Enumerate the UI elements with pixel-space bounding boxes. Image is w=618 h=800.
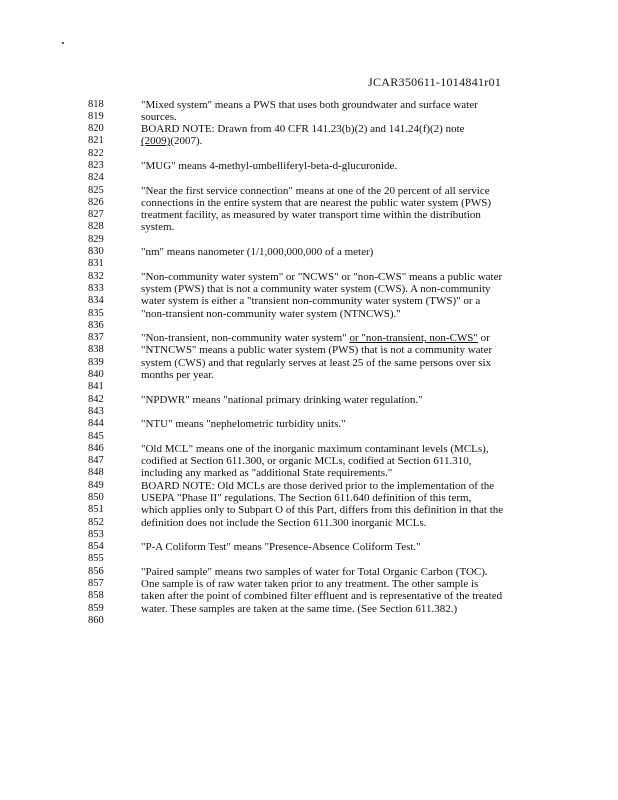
document-line bbox=[0, 111, 618, 123]
text-segment: treatment facility, as measured by water transport time within the distribution bbox=[141, 209, 481, 222]
document-line bbox=[0, 578, 618, 590]
line-text bbox=[141, 221, 551, 233]
text-segment: which applies only to Subpart O of this Part, differs from this definition in that the bbox=[141, 504, 504, 517]
line-number: 855 bbox=[88, 553, 104, 565]
line-text bbox=[141, 578, 551, 590]
text-segment: connections in the entire system that are nearest the public water system (PWS) bbox=[141, 196, 492, 209]
line-text bbox=[141, 99, 551, 111]
line-number: 844 bbox=[88, 418, 104, 430]
line-number: 838 bbox=[88, 344, 104, 356]
document-line bbox=[0, 467, 618, 479]
text-segment: sources. bbox=[141, 110, 177, 123]
line-number: 847 bbox=[88, 455, 104, 467]
document-line bbox=[0, 246, 618, 258]
document-body bbox=[0, 99, 618, 628]
line-number: 834 bbox=[88, 295, 104, 307]
document-line bbox=[0, 517, 618, 529]
line-number: 849 bbox=[88, 479, 104, 491]
line-text bbox=[141, 246, 551, 258]
line-number: 848 bbox=[88, 467, 104, 479]
line-text bbox=[141, 517, 551, 529]
document-line bbox=[0, 185, 618, 197]
document-line bbox=[0, 369, 618, 381]
line-number: 839 bbox=[88, 356, 104, 368]
text-segment: including any marked as "additional State requirements." bbox=[141, 467, 393, 480]
text-segment: BOARD NOTE: Drawn from 40 CFR 141.23(b)(2) and 141.24(f)(2) note bbox=[141, 123, 465, 136]
document-line bbox=[0, 99, 618, 111]
line-text bbox=[141, 590, 551, 602]
document-line bbox=[0, 271, 618, 283]
text-segment: "P-A Coliform Test" means "Presence-Absence Coliform Test." bbox=[141, 541, 421, 554]
document-line bbox=[0, 197, 618, 209]
line-number: 843 bbox=[88, 405, 104, 417]
underlined-inserted-text: (2009) bbox=[141, 135, 171, 148]
document-line bbox=[0, 480, 618, 492]
document-line bbox=[0, 529, 618, 541]
text-segment: (2007). bbox=[170, 135, 203, 148]
line-number: 858 bbox=[88, 590, 104, 602]
line-number: 851 bbox=[88, 504, 104, 516]
text-segment: or bbox=[477, 332, 490, 345]
line-number: 856 bbox=[88, 565, 104, 577]
line-number: 828 bbox=[88, 221, 104, 233]
document-line bbox=[0, 258, 618, 270]
text-segment: "Non-community water system" or "NCWS" or "non-CWS" means a public water bbox=[141, 270, 503, 283]
text-segment: system. bbox=[141, 221, 175, 234]
line-text bbox=[141, 308, 551, 320]
line-number: 820 bbox=[88, 123, 104, 135]
line-number: 840 bbox=[88, 369, 104, 381]
document-line bbox=[0, 566, 618, 578]
line-text bbox=[141, 209, 551, 221]
line-number: 827 bbox=[88, 209, 104, 221]
line-text bbox=[141, 504, 551, 516]
line-text bbox=[141, 344, 551, 356]
line-text bbox=[141, 357, 551, 369]
line-text bbox=[141, 197, 551, 209]
scan-speck bbox=[62, 42, 64, 44]
line-text bbox=[141, 332, 551, 344]
line-number: 824 bbox=[88, 172, 104, 184]
text-segment: taken after the point of combined filter effluent and is representative of the treated bbox=[141, 590, 503, 603]
document-line bbox=[0, 492, 618, 504]
text-segment: "MUG" means 4-methyl-umbelliferyl-beta-d-glucuronide. bbox=[141, 159, 398, 172]
line-number: 829 bbox=[88, 233, 104, 245]
line-number: 857 bbox=[88, 578, 104, 590]
document-line bbox=[0, 357, 618, 369]
line-number: 826 bbox=[88, 196, 104, 208]
line-text bbox=[141, 603, 551, 615]
document-line bbox=[0, 135, 618, 147]
line-number: 819 bbox=[88, 110, 104, 122]
line-number: 821 bbox=[88, 135, 104, 147]
text-segment: months per year. bbox=[141, 369, 215, 382]
underlined-inserted-text: or "non-transient, non-CWS" bbox=[349, 332, 478, 345]
line-number: 859 bbox=[88, 602, 104, 614]
line-number: 836 bbox=[88, 319, 104, 331]
document-line bbox=[0, 221, 618, 233]
line-number: 831 bbox=[88, 258, 104, 270]
line-number: 853 bbox=[88, 528, 104, 540]
text-segment: "NTU" means "nephelometric turbidity units." bbox=[141, 418, 346, 431]
line-number: 852 bbox=[88, 516, 104, 528]
document-line bbox=[0, 344, 618, 356]
text-segment: "Mixed system" means a PWS that uses both groundwater and surface water bbox=[141, 98, 478, 111]
document-line bbox=[0, 172, 618, 184]
line-number: 860 bbox=[88, 614, 104, 626]
line-number: 850 bbox=[88, 492, 104, 503]
text-segment: One sample is of raw water taken prior to any treatment. The other sample is bbox=[141, 578, 479, 591]
document-line bbox=[0, 553, 618, 565]
text-segment: water. These samples are taken at the same time. (See Section 611.382.) bbox=[141, 602, 458, 615]
text-segment: definition does not include the Section 611.300 inorganic MCLs. bbox=[141, 516, 427, 529]
line-text bbox=[141, 111, 551, 123]
text-segment: system (CWS) and that regularly serves at least 25 of the same persons over six bbox=[141, 356, 492, 369]
line-number: 818 bbox=[88, 98, 104, 110]
text-segment: BOARD NOTE: Old MCLs are those derived prior to the implementation of the bbox=[141, 479, 495, 492]
document-line bbox=[0, 209, 618, 221]
line-text bbox=[141, 467, 551, 479]
text-segment: system (PWS) that is not a community water system (CWS). A non-community bbox=[141, 282, 491, 295]
line-number: 837 bbox=[88, 332, 104, 344]
document-line bbox=[0, 320, 618, 332]
document-line bbox=[0, 295, 618, 307]
document-line bbox=[0, 148, 618, 160]
text-segment: "Non-transient, non-community water system" bbox=[141, 332, 350, 345]
document-line bbox=[0, 406, 618, 418]
text-segment: "nm" means nanometer (1/1,000,000,000 of a meter) bbox=[141, 246, 374, 259]
document-line bbox=[0, 455, 618, 467]
document-id-header: JCAR350611-1014841r01 bbox=[368, 75, 502, 89]
document-line bbox=[0, 308, 618, 320]
line-text bbox=[141, 566, 551, 578]
line-text bbox=[141, 295, 551, 307]
document-line bbox=[0, 332, 618, 344]
line-text bbox=[141, 418, 551, 430]
line-text bbox=[141, 271, 551, 283]
line-text bbox=[141, 160, 551, 172]
line-text bbox=[141, 443, 551, 455]
line-text bbox=[141, 123, 551, 135]
text-segment: "NPDWR" means "national primary drinking water regulation." bbox=[141, 393, 423, 406]
line-number: 825 bbox=[88, 184, 104, 196]
text-segment: "Paired sample" means two samples of water for Total Organic Carbon (TOC). bbox=[141, 565, 488, 578]
line-text bbox=[141, 185, 551, 197]
line-text bbox=[141, 541, 551, 553]
line-number: 823 bbox=[88, 159, 104, 171]
line-number: 830 bbox=[88, 246, 104, 258]
line-number: 822 bbox=[88, 147, 104, 159]
text-segment: USEPA "Phase II" regulations. The Section 611.640 definition of this term, bbox=[141, 492, 472, 504]
document-line bbox=[0, 615, 618, 627]
line-number: 833 bbox=[88, 282, 104, 294]
document-line bbox=[0, 123, 618, 135]
text-segment: codified at Section 611.300, or organic MCLs, codified at Section 611.310, bbox=[141, 455, 472, 468]
document-line bbox=[0, 590, 618, 602]
line-text bbox=[141, 283, 551, 295]
line-number: 845 bbox=[88, 430, 104, 442]
document-line bbox=[0, 431, 618, 443]
document-line bbox=[0, 381, 618, 393]
document-line bbox=[0, 234, 618, 246]
document-line bbox=[0, 504, 618, 516]
line-number: 841 bbox=[88, 381, 104, 393]
text-segment: water system is either a "transient non-community water system (TWS)" or a bbox=[141, 295, 481, 308]
line-number: 854 bbox=[88, 541, 104, 553]
line-number: 846 bbox=[88, 442, 104, 454]
document-line bbox=[0, 160, 618, 172]
line-number: 832 bbox=[88, 270, 104, 282]
text-segment: "NTNCWS" means a public water system (PWS) that is not a community water bbox=[141, 344, 493, 357]
document-line bbox=[0, 283, 618, 295]
document-line bbox=[0, 394, 618, 406]
line-text bbox=[141, 394, 551, 406]
text-segment: "Old MCL" means one of the inorganic maximum contaminant levels (MCLs), bbox=[141, 442, 489, 455]
line-number: 842 bbox=[88, 393, 104, 405]
document-line bbox=[0, 443, 618, 455]
text-segment: "Near the first service connection" means at one of the 20 percent of all service bbox=[141, 184, 490, 197]
document-line bbox=[0, 418, 618, 430]
line-text bbox=[141, 369, 551, 381]
line-text bbox=[141, 492, 551, 504]
line-text bbox=[141, 455, 551, 467]
document-line bbox=[0, 541, 618, 553]
line-text bbox=[141, 480, 551, 492]
line-number: 835 bbox=[88, 307, 104, 319]
line-text bbox=[141, 135, 551, 147]
text-segment: "non-transient non-community water system (NTNCWS)." bbox=[141, 307, 401, 320]
document-line bbox=[0, 603, 618, 615]
